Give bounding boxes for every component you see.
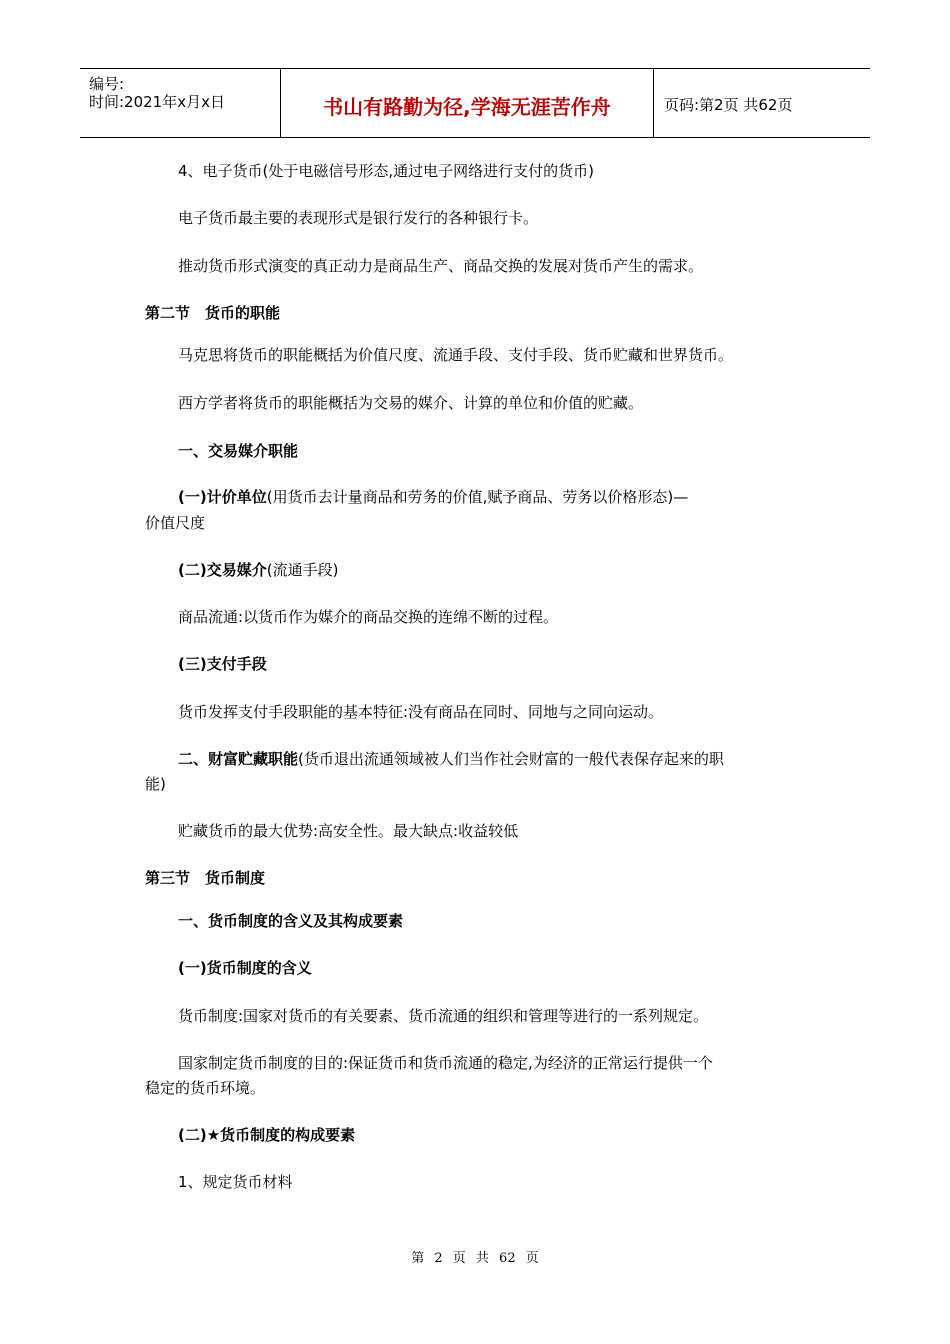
definition: (用货币去计量商品和劳务的价值,赋予商品、劳务以价格形态)—	[266, 488, 689, 506]
subheading: (一)货币制度的含义	[178, 959, 312, 977]
paragraph: 国家制定货币制度的目的:保证货币和货币流通的稳定,为经济的正常运行提供一个	[178, 1054, 713, 1072]
term: (一)计价单位	[178, 488, 267, 506]
section-heading: 第二节 货币的职能	[145, 304, 281, 322]
paragraph: 1、规定货币材料	[178, 1173, 293, 1191]
document-number-label: 编号:	[89, 75, 125, 93]
paragraph: 4、电子货币(处于电磁信号形态,通过电子网络进行支付的货币)	[178, 162, 595, 180]
subheading: (三)支付手段	[178, 655, 267, 673]
paragraph: 贮藏货币的最大优势:高安全性。最大缺点:收益较低	[178, 822, 519, 840]
definition: (流通手段)	[266, 561, 339, 579]
paragraph: 马克思将货币的职能概括为价值尺度、流通手段、支付手段、货币贮藏和世界货币。	[178, 346, 734, 364]
paragraph: 货币制度:国家对货币的有关要素、货币流通的组织和管理等进行的一系列规定。	[178, 1007, 709, 1025]
document-time-label: 时间:2021年x月x日	[89, 93, 225, 111]
paragraph	[178, 486, 688, 508]
paragraph: 货币发挥支付手段职能的基本特征:没有商品在同时、同地与之同向运动。	[178, 703, 664, 721]
header-page-cell	[654, 69, 870, 137]
header-table	[80, 68, 870, 138]
header-page-number: 页码:第2页 共62页	[664, 96, 793, 114]
paragraph: 电子货币最主要的表现形式是银行发行的各种银行卡。	[178, 209, 539, 227]
paragraph-continuation: 能)	[145, 775, 166, 793]
paragraph	[178, 559, 338, 581]
header-motto: 书山有路勤为径,学海无涯苦作舟	[323, 95, 611, 119]
subheading: 一、货币制度的含义及其构成要素	[178, 912, 404, 930]
page-footer: 第 2 页 共 62 页	[411, 1251, 539, 1266]
paragraph: 西方学者将货币的职能概括为交易的媒介、计算的单位和价值的贮藏。	[178, 394, 644, 412]
paragraph: 推动货币形式演变的真正动力是商品生产、商品交换的发展对货币产生的需求。	[178, 257, 704, 275]
subheading: (二)★货币制度的构成要素	[178, 1126, 356, 1144]
term: (二)交易媒介	[178, 561, 267, 579]
paragraph	[178, 748, 724, 770]
subheading: 一、交易媒介职能	[178, 442, 299, 460]
header-info-cell	[80, 69, 281, 137]
paragraph-continuation: 价值尺度	[145, 514, 206, 532]
paragraph: 商品流通:以货币作为媒介的商品交换的连绵不断的过程。	[178, 608, 559, 626]
term: 二、财富贮藏职能	[178, 750, 299, 768]
paragraph-continuation: 稳定的货币环境。	[145, 1079, 266, 1097]
header-motto-cell	[281, 69, 654, 137]
section-heading: 第三节 货币制度	[145, 869, 266, 887]
definition: (货币退出流通领域被人们当作社会财富的一般代表保存起来的职	[298, 750, 724, 768]
